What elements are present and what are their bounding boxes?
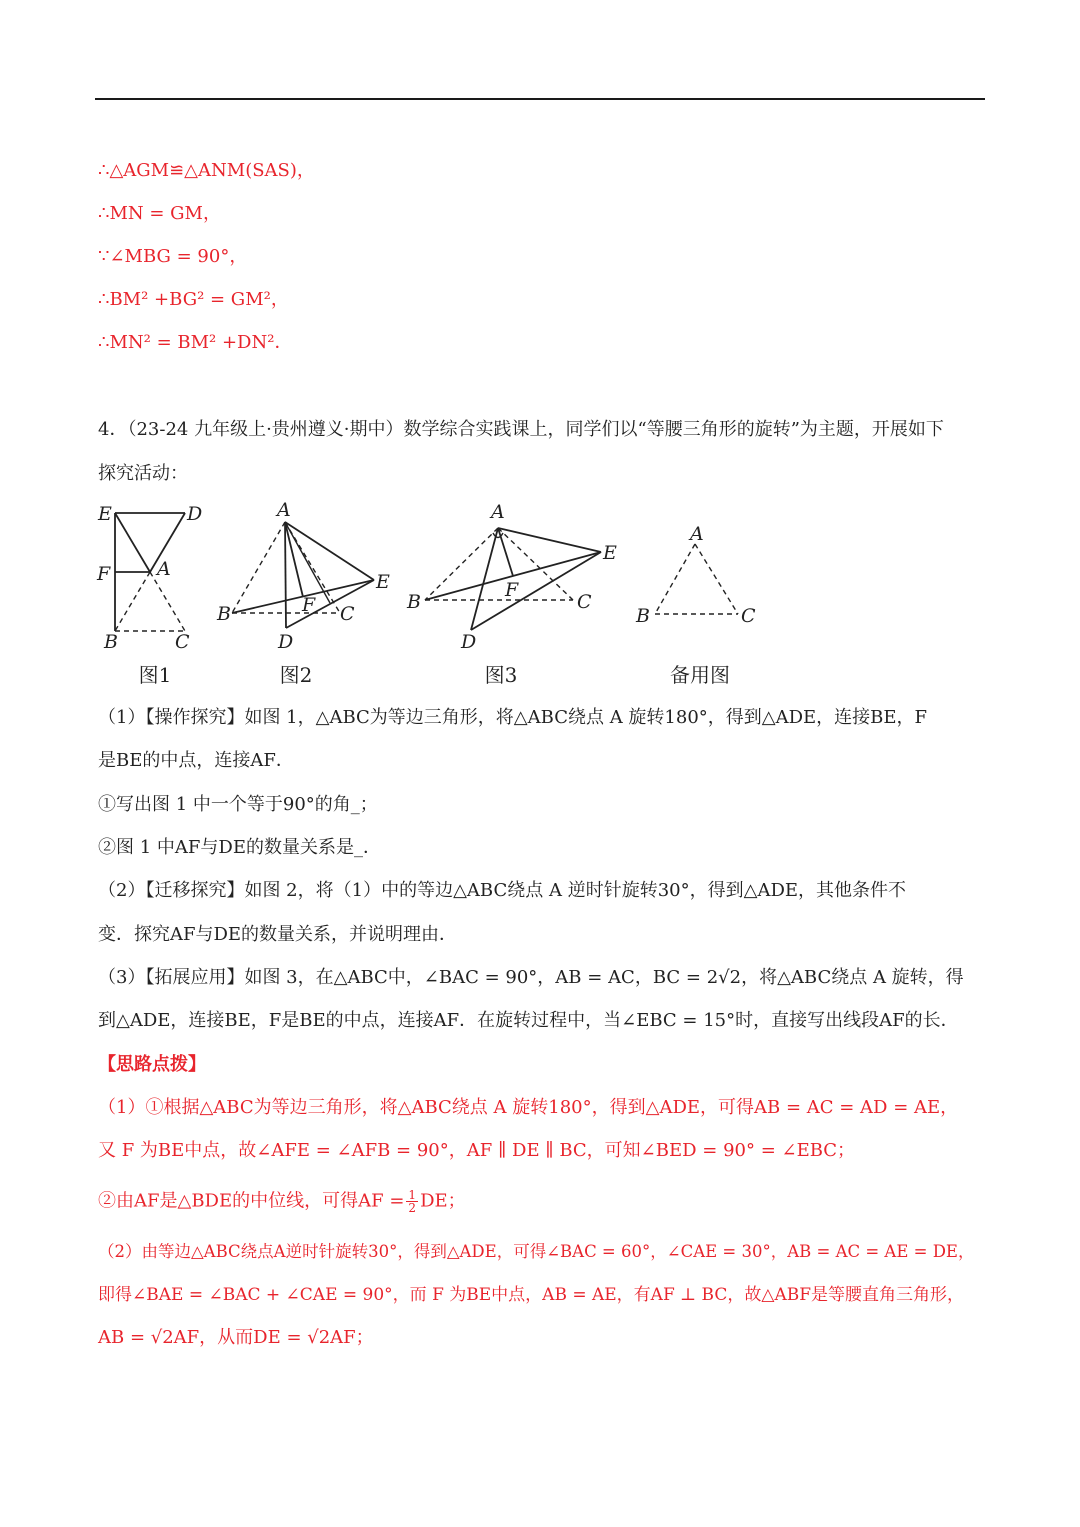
fig3-label-b: B [407, 591, 421, 613]
fig2-label-b: B [217, 603, 231, 625]
fig4-label-c: C [741, 605, 756, 627]
proof-line-3: ∵∠MBG = 90°， [98, 246, 248, 267]
proof-line-5: ∴MN² = BM² +DN²． [98, 332, 293, 353]
fig4-caption: 备用图 [670, 663, 730, 687]
fig3-label-a: A [491, 501, 505, 523]
proof-line-4: ∴BM² +BG² = GM²， [98, 289, 289, 310]
hint1-line-2: 又 F 为BE中点，故∠AFE = ∠AFB = 90°，AF ∥ DE ∥ BC，可知∠BED = 90° = ∠EBC； [98, 1140, 856, 1161]
fig4-label-a: A [690, 523, 704, 545]
fig3-caption: 图3 [484, 663, 518, 687]
part1-line-1: （1）【操作探究】如图 1，△ABC为等边三角形，将△ABC绕点 A 旋转180°，得到△ADE，连接BE，F [98, 707, 928, 728]
fig1-label-e: E [98, 503, 112, 525]
fraction-one-half [406, 1189, 418, 1214]
fig3-label-c: C [577, 591, 592, 613]
hint2-line-2: 即得∠BAE = ∠BAC + ∠CAE = 90°，而 F 为BE中点，AB = AE，有AF ⊥ BC，故△ABF是等腰直角三角形， [98, 1285, 965, 1305]
proof-line-1: ∴△AGM≌△ANM(SAS)， [98, 160, 315, 181]
figure-2 [212, 498, 402, 658]
part2-line-2: 变．探究AF与DE的数量关系，并说明理由． [98, 924, 458, 945]
fig3-label-d: D [461, 631, 477, 653]
fig2-label-a: A [277, 499, 291, 521]
fig2-label-d: D [278, 631, 294, 653]
hint1-line-1: （1）①根据△ABC为等边三角形，将△ABC绕点 A 旋转180°，得到△ADE，可得AB = AC = AD = AE， [98, 1097, 959, 1118]
part3-line-1: （3）【拓展应用】如图 3，在△ABC中，∠BAC = 90°，AB = AC，BC = 2√2，将△ABC绕点 A 旋转，得 [98, 967, 964, 988]
fig3-label-f: F [505, 579, 519, 601]
fig4-label-b: B [636, 605, 650, 627]
hint-title: 【思路点拨】 [98, 1054, 206, 1075]
figure-3 [403, 498, 628, 658]
part1-subquestion-2: ②图 1 中AF与DE的数量关系是_． [98, 837, 381, 858]
fig2-label-c: C [340, 603, 355, 625]
part2-line-1: （2）【迁移探究】如图 2，将（1）中的等边△ABC绕点 A 逆时针旋转30°，得到△ADE，其他条件不 [98, 880, 907, 901]
fig1-label-d: D [187, 503, 203, 525]
fraction-denominator: 2 [408, 1201, 417, 1215]
fig1-caption: 图1 [138, 663, 172, 687]
hint1-q2-post: DE； [420, 1190, 466, 1212]
fraction-numerator: 1 [408, 1188, 417, 1202]
hint2-line-3: AB = √2AF，从而DE = √2AF； [98, 1327, 374, 1348]
question-line-1: 4．（23-24 九年级上·贵州遵义·期中）数学综合实践课上，同学们以“等腰三角形的旋转”为主题，开展如下 [98, 419, 944, 440]
fig1-label-b: B [104, 631, 118, 653]
fig2-label-f: F [302, 594, 316, 616]
hint1-subquestion-2 [98, 1189, 466, 1214]
fig1-label-a: A [157, 558, 171, 580]
part1-subquestion-1: ①写出图 1 中一个等于90°的角_； [98, 794, 378, 815]
proof-line-2: ∴MN = GM， [98, 203, 221, 224]
question-line-2: 探究活动： [98, 463, 188, 484]
figure-spare [630, 520, 760, 630]
figure-1 [95, 498, 210, 658]
fig1-label-c: C [175, 631, 190, 653]
part3-line-2: 到△ADE，连接BE，F是BE的中点，连接AF．在旋转过程中，当∠EBC = 15°时，直接写出线段AF的长． [98, 1010, 959, 1031]
fig2-caption: 图2 [279, 663, 313, 687]
header-rule [95, 98, 985, 100]
hint2-line-1: （2）由等边△ABC绕点A逆时针旋转30°，得到△ADE，可得∠BAC = 60°，∠CAE = 30°，AB = AC = AE = DE， [98, 1242, 975, 1261]
fig2-label-e: E [376, 571, 390, 593]
fig1-label-f: F [97, 563, 111, 585]
hint1-q2-pre: ②由AF是△BDE的中位线，可得AF = [98, 1190, 405, 1212]
part1-line-2: 是BE的中点，连接AF． [98, 750, 294, 771]
fig3-label-e: E [603, 542, 617, 564]
